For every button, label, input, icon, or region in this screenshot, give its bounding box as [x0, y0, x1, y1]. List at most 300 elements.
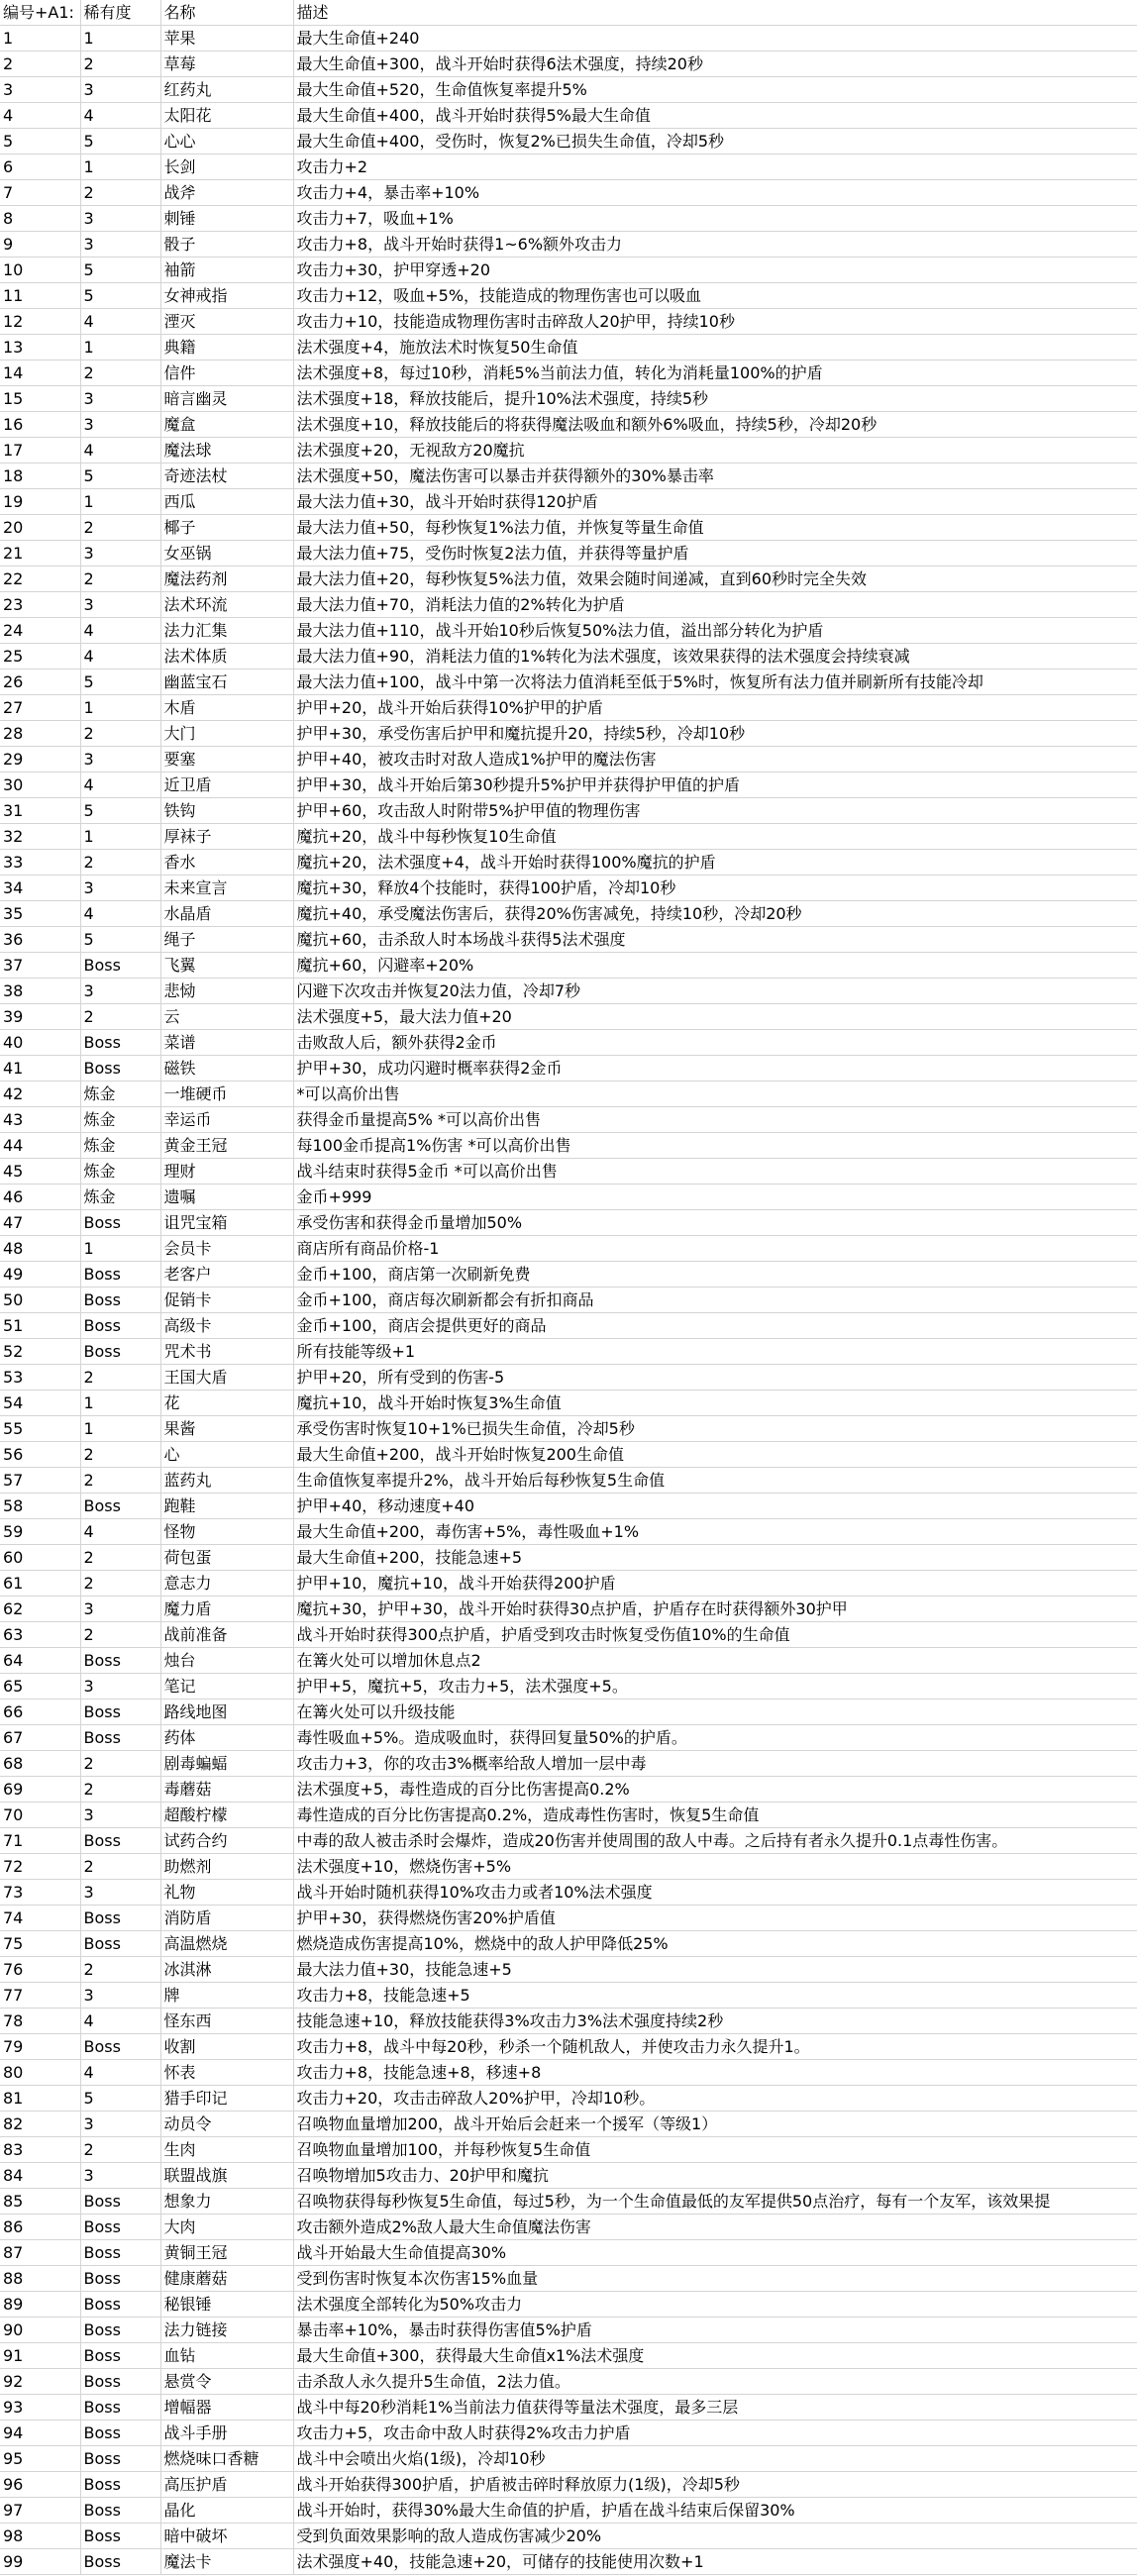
cell-id[interactable]: 26 [0, 670, 80, 695]
cell-rarity[interactable]: Boss [80, 953, 160, 979]
cell-rarity[interactable]: 4 [80, 309, 160, 335]
cell-id[interactable]: 31 [0, 798, 80, 824]
cell-name[interactable]: 健康蘑菇 [160, 2266, 293, 2292]
cell-rarity[interactable]: 3 [80, 2163, 160, 2189]
cell-name[interactable]: 木盾 [160, 695, 293, 721]
cell-id[interactable]: 96 [0, 2472, 80, 2498]
cell-rarity[interactable]: 3 [80, 77, 160, 103]
cell-id[interactable]: 76 [0, 1957, 80, 1983]
cell-name[interactable]: 燃烧味口香糖 [160, 2446, 293, 2472]
cell-description[interactable]: 最大生命值+520，生命值恢复率提升5% [293, 77, 1137, 103]
cell-id[interactable]: 36 [0, 927, 80, 953]
cell-name[interactable]: 红药丸 [160, 77, 293, 103]
cell-name[interactable]: 笔记 [160, 1674, 293, 1700]
cell-rarity[interactable]: 2 [80, 1004, 160, 1030]
cell-description[interactable]: 攻击力+12，吸血+5%，技能造成的物理伤害也可以吸血 [293, 283, 1137, 309]
cell-description[interactable]: 最大生命值+300，战斗开始时获得6法术强度，持续20秒 [293, 52, 1137, 77]
cell-id[interactable]: 3 [0, 77, 80, 103]
cell-name[interactable]: 黄铜王冠 [160, 2240, 293, 2266]
cell-description[interactable]: 召唤物血量增加100，并每秒恢复5生命值 [293, 2137, 1137, 2163]
cell-description[interactable]: 护甲+30，承受伤害后护甲和魔抗提升20，持续5秒，冷却10秒 [293, 721, 1137, 747]
cell-description[interactable]: 每100金币提高1%伤害 *可以高价出售 [293, 1133, 1137, 1159]
cell-id[interactable]: 37 [0, 953, 80, 979]
cell-id[interactable]: 1 [0, 26, 80, 52]
cell-rarity[interactable]: 炼金 [80, 1082, 160, 1107]
cell-id[interactable]: 54 [0, 1391, 80, 1416]
cell-id[interactable]: 98 [0, 2524, 80, 2549]
cell-description[interactable]: 魔抗+10，战斗开始时恢复3%生命值 [293, 1391, 1137, 1416]
cell-description[interactable]: 攻击力+4，暴击率+10% [293, 180, 1137, 206]
cell-description[interactable]: 魔抗+30，释放4个技能时，获得100护盾，冷却10秒 [293, 876, 1137, 901]
cell-rarity[interactable]: 2 [80, 1622, 160, 1648]
cell-id[interactable]: 43 [0, 1107, 80, 1133]
cell-name[interactable]: 暗言幽灵 [160, 386, 293, 412]
cell-description[interactable]: 毒性吸血+5%。造成吸血时，获得回复量50%的护盾。 [293, 1725, 1137, 1751]
cell-rarity[interactable]: Boss [80, 1494, 160, 1519]
cell-id[interactable]: 77 [0, 1983, 80, 2009]
cell-name[interactable]: 心心 [160, 129, 293, 155]
cell-description[interactable]: 魔抗+60，击杀敌人时本场战斗获得5法术强度 [293, 927, 1137, 953]
cell-description[interactable]: 护甲+20，所有受到的伤害-5 [293, 1365, 1137, 1391]
cell-id[interactable]: 93 [0, 2395, 80, 2421]
cell-rarity[interactable]: 3 [80, 979, 160, 1004]
cell-rarity[interactable]: 5 [80, 283, 160, 309]
cell-name[interactable]: 收割 [160, 2034, 293, 2060]
cell-rarity[interactable]: 2 [80, 52, 160, 77]
cell-id[interactable]: 9 [0, 232, 80, 258]
cell-name[interactable]: 冰淇淋 [160, 1957, 293, 1983]
cell-id[interactable]: 82 [0, 2112, 80, 2137]
cell-rarity[interactable]: Boss [80, 2446, 160, 2472]
cell-description[interactable]: 战斗结束时获得5金币 *可以高价出售 [293, 1159, 1137, 1185]
cell-name[interactable]: 幽蓝宝石 [160, 670, 293, 695]
cell-id[interactable]: 17 [0, 438, 80, 464]
cell-name[interactable]: 诅咒宝箱 [160, 1210, 293, 1236]
cell-name[interactable]: 大门 [160, 721, 293, 747]
cell-description[interactable]: 技能急速+10，释放技能获得3%攻击力3%法术强度持续2秒 [293, 2009, 1137, 2034]
cell-rarity[interactable]: 2 [80, 1957, 160, 1983]
cell-id[interactable]: 62 [0, 1597, 80, 1622]
cell-name[interactable]: 魔法球 [160, 438, 293, 464]
cell-rarity[interactable]: Boss [80, 2395, 160, 2421]
cell-description[interactable]: 法术强度+4，施放法术时恢复50生命值 [293, 335, 1137, 361]
cell-id[interactable]: 49 [0, 1262, 80, 1288]
cell-id[interactable]: 12 [0, 309, 80, 335]
cell-description[interactable]: 最大生命值+200，技能急速+5 [293, 1545, 1137, 1571]
cell-description[interactable]: 护甲+20，战斗开始后获得10%护甲的护盾 [293, 695, 1137, 721]
cell-name[interactable]: 促销卡 [160, 1288, 293, 1313]
cell-name[interactable]: 荷包蛋 [160, 1545, 293, 1571]
cell-id[interactable]: 6 [0, 155, 80, 180]
cell-description[interactable]: 攻击额外造成2%敌人最大生命值魔法伤害 [293, 2215, 1137, 2240]
cell-rarity[interactable]: 3 [80, 541, 160, 567]
cell-description[interactable]: 最大法力值+50，每秒恢复1%法力值，并恢复等量生命值 [293, 515, 1137, 541]
cell-rarity[interactable]: 2 [80, 180, 160, 206]
cell-rarity[interactable]: Boss [80, 1339, 160, 1365]
cell-id[interactable]: 53 [0, 1365, 80, 1391]
cell-rarity[interactable]: 3 [80, 876, 160, 901]
cell-id[interactable]: 41 [0, 1056, 80, 1082]
cell-description[interactable]: 暴击率+10%，暴击时获得伤害值5%护盾 [293, 2318, 1137, 2343]
cell-rarity[interactable]: Boss [80, 1700, 160, 1725]
cell-id[interactable]: 22 [0, 567, 80, 592]
cell-description[interactable]: 最大法力值+75，受伤时恢复2法力值，并获得等量护盾 [293, 541, 1137, 567]
cell-name[interactable]: 香水 [160, 850, 293, 876]
cell-rarity[interactable]: 5 [80, 129, 160, 155]
cell-rarity[interactable]: 4 [80, 901, 160, 927]
cell-description[interactable]: 魔抗+60，闪避率+20% [293, 953, 1137, 979]
cell-id[interactable]: 84 [0, 2163, 80, 2189]
cell-description[interactable]: 最大法力值+100，战斗中第一次将法力值消耗至低于5%时，恢复所有法力值并刷新所有技能冷却 [293, 670, 1137, 695]
cell-id[interactable]: 67 [0, 1725, 80, 1751]
cell-description[interactable]: 燃烧造成伤害提高10%，燃烧中的敌人护甲降低25% [293, 1931, 1137, 1957]
cell-name[interactable]: 袖箭 [160, 258, 293, 283]
cell-description[interactable]: 护甲+30，战斗开始后第30秒提升5%护甲并获得护甲值的护盾 [293, 773, 1137, 798]
cell-description[interactable]: 战斗开始时，获得30%最大生命值的护盾，护盾在战斗结束后保留30% [293, 2498, 1137, 2524]
cell-rarity[interactable]: 2 [80, 1777, 160, 1803]
cell-description[interactable]: 在篝火处可以增加休息点2 [293, 1648, 1137, 1674]
cell-description[interactable]: 法术强度+18，释放技能后，提升10%法术强度，持续5秒 [293, 386, 1137, 412]
cell-id[interactable]: 23 [0, 592, 80, 618]
cell-rarity[interactable]: 2 [80, 1468, 160, 1494]
cell-description[interactable]: 护甲+40，被攻击时对敌人造成1%护甲的魔法伤害 [293, 747, 1137, 773]
cell-id[interactable]: 88 [0, 2266, 80, 2292]
cell-description[interactable]: 最大法力值+70，消耗法力值的2%转化为护盾 [293, 592, 1137, 618]
cell-name[interactable]: 法术体质 [160, 644, 293, 670]
cell-name[interactable]: 礼物 [160, 1880, 293, 1906]
cell-description[interactable]: 法术强度+10，燃烧伤害+5% [293, 1854, 1137, 1880]
cell-rarity[interactable]: 2 [80, 1571, 160, 1597]
cell-description[interactable]: 法术强度+5，毒性造成的百分比伤害提高0.2% [293, 1777, 1137, 1803]
cell-description[interactable]: 攻击力+8，技能急速+5 [293, 1983, 1137, 2009]
cell-name[interactable]: 椰子 [160, 515, 293, 541]
cell-name[interactable]: 遗嘱 [160, 1185, 293, 1210]
cell-name[interactable]: 未来宣言 [160, 876, 293, 901]
cell-description[interactable]: 最大生命值+200，战斗开始时恢复200生命值 [293, 1442, 1137, 1468]
cell-rarity[interactable]: Boss [80, 2189, 160, 2215]
cell-name[interactable]: 毒蘑菇 [160, 1777, 293, 1803]
cell-name[interactable]: 猎手印记 [160, 2086, 293, 2112]
cell-rarity[interactable]: 3 [80, 206, 160, 232]
cell-name[interactable]: 咒术书 [160, 1339, 293, 1365]
cell-id[interactable]: 13 [0, 335, 80, 361]
cell-rarity[interactable]: Boss [80, 1262, 160, 1288]
cell-id[interactable]: 51 [0, 1313, 80, 1339]
cell-description[interactable]: 最大法力值+20，每秒恢复5%法力值，效果会随时间递减，直到60秒时完全失效 [293, 567, 1137, 592]
cell-id[interactable]: 97 [0, 2498, 80, 2524]
cell-rarity[interactable]: 1 [80, 489, 160, 515]
cell-name[interactable]: 理财 [160, 1159, 293, 1185]
cell-description[interactable]: 金币+100，商店第一次刷新免费 [293, 1262, 1137, 1288]
cell-name[interactable]: 法术环流 [160, 592, 293, 618]
cell-id[interactable]: 70 [0, 1803, 80, 1828]
cell-id[interactable]: 66 [0, 1700, 80, 1725]
cell-name[interactable]: 想象力 [160, 2189, 293, 2215]
cell-name[interactable]: 云 [160, 1004, 293, 1030]
cell-description[interactable]: 魔抗+20，法术强度+4，战斗开始时获得100%魔抗的护盾 [293, 850, 1137, 876]
cell-rarity[interactable]: Boss [80, 2369, 160, 2395]
cell-rarity[interactable]: 3 [80, 1674, 160, 1700]
cell-id[interactable]: 58 [0, 1494, 80, 1519]
cell-description[interactable]: 受到负面效果影响的敌人造成伤害减少20% [293, 2524, 1137, 2549]
cell-name[interactable]: 心 [160, 1442, 293, 1468]
cell-id[interactable]: 38 [0, 979, 80, 1004]
cell-name[interactable]: 试药合约 [160, 1828, 293, 1854]
cell-id[interactable]: 52 [0, 1339, 80, 1365]
cell-rarity[interactable]: 2 [80, 567, 160, 592]
cell-rarity[interactable]: Boss [80, 2318, 160, 2343]
cell-id[interactable]: 65 [0, 1674, 80, 1700]
cell-rarity[interactable]: 4 [80, 2009, 160, 2034]
cell-rarity[interactable]: Boss [80, 2240, 160, 2266]
cell-name[interactable]: 战前准备 [160, 1622, 293, 1648]
cell-rarity[interactable]: Boss [80, 2266, 160, 2292]
cell-description[interactable]: 战斗开始最大生命值提高30% [293, 2240, 1137, 2266]
cell-id[interactable]: 2 [0, 52, 80, 77]
cell-rarity[interactable]: 4 [80, 2060, 160, 2086]
cell-rarity[interactable]: 1 [80, 155, 160, 180]
cell-name[interactable]: 厚袜子 [160, 824, 293, 850]
cell-description[interactable]: 金币+100，商店每次刷新都会有折扣商品 [293, 1288, 1137, 1313]
cell-description[interactable]: 攻击力+8，战斗开始时获得1~6%额外攻击力 [293, 232, 1137, 258]
cell-description[interactable]: 护甲+60，攻击敌人时附带5%护甲值的物理伤害 [293, 798, 1137, 824]
cell-name[interactable]: 跑鞋 [160, 1494, 293, 1519]
cell-id[interactable]: 91 [0, 2343, 80, 2369]
cell-id[interactable]: 14 [0, 361, 80, 386]
cell-rarity[interactable]: 1 [80, 824, 160, 850]
cell-id[interactable]: 29 [0, 747, 80, 773]
cell-name[interactable]: 骰子 [160, 232, 293, 258]
cell-rarity[interactable]: 1 [80, 335, 160, 361]
cell-name[interactable]: 剧毒蝙蝠 [160, 1751, 293, 1777]
cell-description[interactable]: 护甲+30，成功闪避时概率获得2金币 [293, 1056, 1137, 1082]
cell-name[interactable]: 近卫盾 [160, 773, 293, 798]
cell-rarity[interactable]: Boss [80, 1313, 160, 1339]
cell-description[interactable]: 击败敌人后，额外获得2金币 [293, 1030, 1137, 1056]
cell-description[interactable]: 击杀敌人永久提升5生命值，2法力值。 [293, 2369, 1137, 2395]
cell-id[interactable]: 78 [0, 2009, 80, 2034]
cell-rarity[interactable]: Boss [80, 2421, 160, 2446]
cell-id[interactable]: 45 [0, 1159, 80, 1185]
cell-name[interactable]: 长剑 [160, 155, 293, 180]
cell-id[interactable]: 73 [0, 1880, 80, 1906]
cell-id[interactable]: 7 [0, 180, 80, 206]
cell-description[interactable]: 受到伤害时恢复本次伤害15%血量 [293, 2266, 1137, 2292]
cell-name[interactable]: 战斗手册 [160, 2421, 293, 2446]
cell-id[interactable]: 79 [0, 2034, 80, 2060]
cell-description[interactable]: 法术强度+20，无视敌方20魔抗 [293, 438, 1137, 464]
cell-id[interactable]: 87 [0, 2240, 80, 2266]
cell-id[interactable]: 25 [0, 644, 80, 670]
cell-description[interactable]: 商店所有商品价格-1 [293, 1236, 1137, 1262]
cell-rarity[interactable]: 炼金 [80, 1107, 160, 1133]
cell-description[interactable]: 最大生命值+400，受伤时，恢复2%已损失生命值，冷却5秒 [293, 129, 1137, 155]
cell-name[interactable]: 绳子 [160, 927, 293, 953]
cell-name[interactable]: 怀表 [160, 2060, 293, 2086]
cell-name[interactable]: 菜谱 [160, 1030, 293, 1056]
cell-id[interactable]: 90 [0, 2318, 80, 2343]
cell-rarity[interactable]: 2 [80, 1365, 160, 1391]
cell-description[interactable]: 最大生命值+300，获得最大生命值x1%法术强度 [293, 2343, 1137, 2369]
cell-name[interactable]: 女巫锅 [160, 541, 293, 567]
cell-rarity[interactable]: 5 [80, 258, 160, 283]
cell-description[interactable]: 攻击力+5，攻击命中敌人时获得2%攻击力护盾 [293, 2421, 1137, 2446]
cell-description[interactable]: 法术强度+50，魔法伤害可以暴击并获得额外的30%暴击率 [293, 464, 1137, 489]
cell-id[interactable]: 94 [0, 2421, 80, 2446]
cell-name[interactable]: 法力链接 [160, 2318, 293, 2343]
cell-rarity[interactable]: 1 [80, 695, 160, 721]
cell-description[interactable]: 护甲+40，移动速度+40 [293, 1494, 1137, 1519]
cell-name[interactable]: 刺锤 [160, 206, 293, 232]
cell-name[interactable]: 路线地图 [160, 1700, 293, 1725]
cell-id[interactable]: 16 [0, 412, 80, 438]
cell-id[interactable]: 81 [0, 2086, 80, 2112]
cell-name[interactable]: 要塞 [160, 747, 293, 773]
cell-name[interactable]: 铁钩 [160, 798, 293, 824]
cell-id[interactable]: 61 [0, 1571, 80, 1597]
cell-name[interactable]: 苹果 [160, 26, 293, 52]
cell-rarity[interactable]: 3 [80, 386, 160, 412]
cell-id[interactable]: 24 [0, 618, 80, 644]
cell-name[interactable]: 悲恸 [160, 979, 293, 1004]
cell-name[interactable]: 晶化 [160, 2498, 293, 2524]
cell-id[interactable]: 99 [0, 2549, 80, 2575]
cell-rarity[interactable]: 3 [80, 747, 160, 773]
cell-id[interactable]: 50 [0, 1288, 80, 1313]
cell-rarity[interactable]: 2 [80, 1854, 160, 1880]
cell-id[interactable]: 10 [0, 258, 80, 283]
cell-rarity[interactable]: 4 [80, 1519, 160, 1545]
cell-id[interactable]: 68 [0, 1751, 80, 1777]
cell-id[interactable]: 69 [0, 1777, 80, 1803]
cell-description[interactable]: 魔抗+40，承受魔法伤害后，获得20%伤害减免，持续10秒，冷却20秒 [293, 901, 1137, 927]
cell-description[interactable]: 最大法力值+30，战斗开始时获得120护盾 [293, 489, 1137, 515]
cell-id[interactable]: 57 [0, 1468, 80, 1494]
cell-rarity[interactable]: 2 [80, 515, 160, 541]
cell-name[interactable]: 幸运币 [160, 1107, 293, 1133]
cell-description[interactable]: 魔抗+20，战斗中每秒恢复10生命值 [293, 824, 1137, 850]
cell-description[interactable]: 最大法力值+90，消耗法力值的1%转化为法术强度，该效果获得的法术强度会持续衰减 [293, 644, 1137, 670]
cell-description[interactable]: 最大法力值+110，战斗开始10秒后恢复50%法力值，溢出部分转化为护盾 [293, 618, 1137, 644]
cell-name[interactable]: 助燃剂 [160, 1854, 293, 1880]
cell-id[interactable]: 56 [0, 1442, 80, 1468]
cell-description[interactable]: 法术强度+5，最大法力值+20 [293, 1004, 1137, 1030]
cell-name[interactable]: 一堆硬币 [160, 1082, 293, 1107]
cell-description[interactable]: 攻击力+2 [293, 155, 1137, 180]
cell-name[interactable]: 大肉 [160, 2215, 293, 2240]
cell-id[interactable]: 55 [0, 1416, 80, 1442]
cell-description[interactable]: 承受伤害时恢复10+1%已损失生命值，冷却5秒 [293, 1416, 1137, 1442]
cell-name[interactable]: 药体 [160, 1725, 293, 1751]
cell-rarity[interactable]: 4 [80, 644, 160, 670]
cell-rarity[interactable]: 2 [80, 1751, 160, 1777]
cell-description[interactable]: 召唤物获得每秒恢复5生命值，每过5秒，为一个生命值最低的友军提供50点治疗，每有一个友军，该效果提 [293, 2189, 1137, 2215]
cell-description[interactable]: 所有技能等级+1 [293, 1339, 1137, 1365]
cell-name[interactable]: 超酸柠檬 [160, 1803, 293, 1828]
cell-description[interactable]: 战斗开始时随机获得10%攻击力或者10%法术强度 [293, 1880, 1137, 1906]
cell-id[interactable]: 60 [0, 1545, 80, 1571]
cell-description[interactable]: 法术强度全部转化为50%攻击力 [293, 2292, 1137, 2318]
cell-name[interactable]: 魔盒 [160, 412, 293, 438]
cell-description[interactable]: 法术强度+8，每过10秒，消耗5%当前法力值，转化为消耗量100%的护盾 [293, 361, 1137, 386]
cell-rarity[interactable]: 1 [80, 1416, 160, 1442]
cell-name[interactable]: 烛台 [160, 1648, 293, 1674]
cell-name[interactable]: 魔法卡 [160, 2549, 293, 2575]
cell-rarity[interactable]: 3 [80, 2112, 160, 2137]
cell-rarity[interactable]: 4 [80, 773, 160, 798]
cell-name[interactable]: 秘银锤 [160, 2292, 293, 2318]
cell-id[interactable]: 63 [0, 1622, 80, 1648]
cell-id[interactable]: 19 [0, 489, 80, 515]
cell-rarity[interactable]: Boss [80, 1828, 160, 1854]
cell-description[interactable]: 生命值恢复率提升2%，战斗开始后每秒恢复5生命值 [293, 1468, 1137, 1494]
cell-description[interactable]: 金币+999 [293, 1185, 1137, 1210]
cell-description[interactable]: 最大生命值+240 [293, 26, 1137, 52]
cell-rarity[interactable]: 3 [80, 592, 160, 618]
header-description[interactable]: 描述 [293, 0, 1137, 26]
cell-description[interactable]: 攻击力+20，攻击击碎敌人20%护甲，冷却10秒。 [293, 2086, 1137, 2112]
cell-name[interactable]: 魔力盾 [160, 1597, 293, 1622]
cell-description[interactable]: 法术强度+40，技能急速+20，可储存的技能使用次数+1 [293, 2549, 1137, 2575]
cell-id[interactable]: 32 [0, 824, 80, 850]
cell-id[interactable]: 72 [0, 1854, 80, 1880]
cell-id[interactable]: 89 [0, 2292, 80, 2318]
cell-id[interactable]: 5 [0, 129, 80, 155]
cell-id[interactable]: 92 [0, 2369, 80, 2395]
cell-name[interactable]: 怪物 [160, 1519, 293, 1545]
cell-rarity[interactable]: 2 [80, 850, 160, 876]
cell-rarity[interactable]: 3 [80, 1983, 160, 2009]
cell-description[interactable]: 获得金币量提高5% *可以高价出售 [293, 1107, 1137, 1133]
cell-rarity[interactable]: 1 [80, 26, 160, 52]
cell-description[interactable]: 攻击力+3，你的攻击3%概率给敌人增加一层中毒 [293, 1751, 1137, 1777]
cell-name[interactable]: 魔法药剂 [160, 567, 293, 592]
cell-id[interactable]: 27 [0, 695, 80, 721]
cell-rarity[interactable]: Boss [80, 1648, 160, 1674]
header-name[interactable]: 名称 [160, 0, 293, 26]
cell-name[interactable]: 暗中破坏 [160, 2524, 293, 2549]
cell-rarity[interactable]: Boss [80, 1030, 160, 1056]
cell-rarity[interactable]: 1 [80, 1391, 160, 1416]
cell-description[interactable]: 战斗中会喷出火焰(1级)，冷却10秒 [293, 2446, 1137, 2472]
cell-rarity[interactable]: 5 [80, 798, 160, 824]
cell-name[interactable]: 高压护盾 [160, 2472, 293, 2498]
cell-name[interactable]: 奇迹法杖 [160, 464, 293, 489]
cell-name[interactable]: 高温燃烧 [160, 1931, 293, 1957]
cell-name[interactable]: 增幅器 [160, 2395, 293, 2421]
cell-name[interactable]: 黄金王冠 [160, 1133, 293, 1159]
cell-id[interactable]: 8 [0, 206, 80, 232]
cell-description[interactable]: 护甲+30，获得燃烧伤害20%护盾值 [293, 1906, 1137, 1931]
cell-rarity[interactable]: Boss [80, 1288, 160, 1313]
cell-id[interactable]: 85 [0, 2189, 80, 2215]
cell-name[interactable]: 西瓜 [160, 489, 293, 515]
cell-name[interactable]: 蓝药丸 [160, 1468, 293, 1494]
cell-id[interactable]: 35 [0, 901, 80, 927]
cell-description[interactable]: 最大法力值+30，技能急速+5 [293, 1957, 1137, 1983]
cell-id[interactable]: 20 [0, 515, 80, 541]
cell-name[interactable]: 信件 [160, 361, 293, 386]
cell-name[interactable]: 花 [160, 1391, 293, 1416]
cell-id[interactable]: 80 [0, 2060, 80, 2086]
cell-id[interactable]: 28 [0, 721, 80, 747]
cell-rarity[interactable]: 5 [80, 464, 160, 489]
cell-description[interactable]: 最大生命值+200，毒伤害+5%，毒性吸血+1% [293, 1519, 1137, 1545]
cell-id[interactable]: 30 [0, 773, 80, 798]
cell-id[interactable]: 40 [0, 1030, 80, 1056]
cell-rarity[interactable]: Boss [80, 2343, 160, 2369]
cell-rarity[interactable]: Boss [80, 2292, 160, 2318]
